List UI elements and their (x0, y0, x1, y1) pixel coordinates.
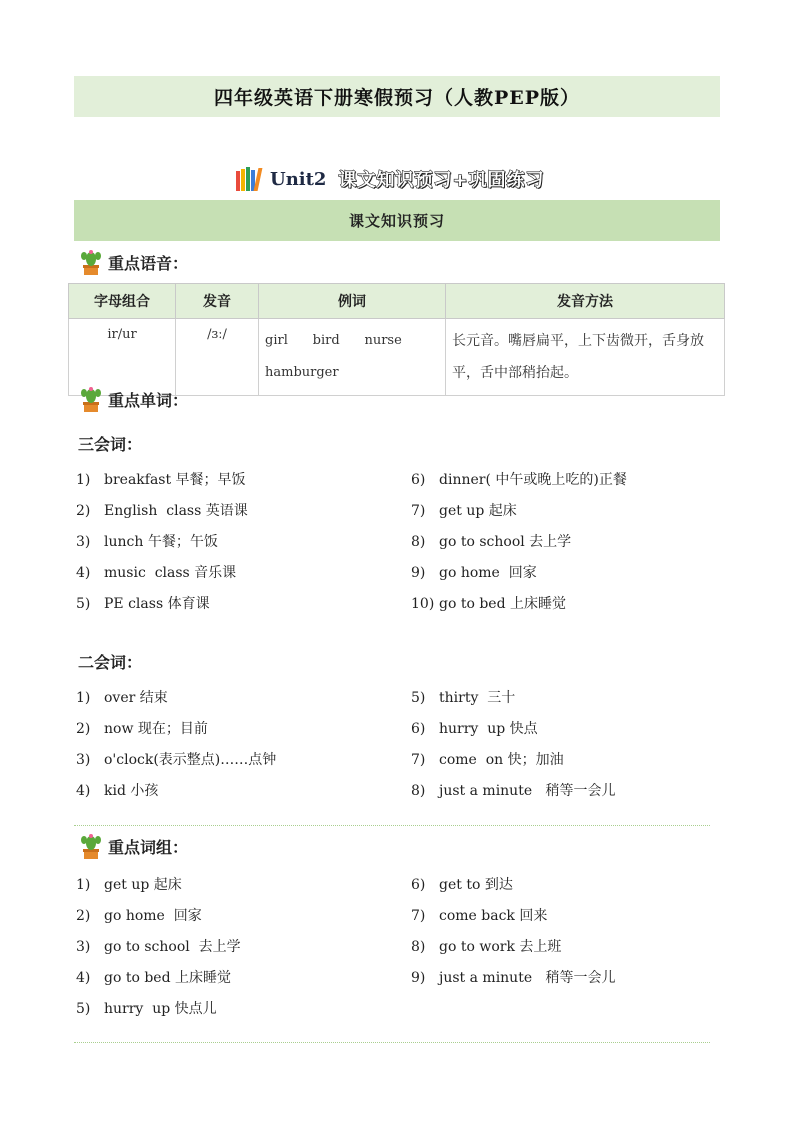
list-item (411, 687, 515, 707)
cactus-icon (78, 385, 104, 413)
item-number: 5) (76, 596, 91, 612)
list-item (76, 967, 231, 987)
item-text: now 现在；目前 (104, 721, 208, 737)
words-heading-text: 重点单词： (108, 390, 189, 410)
item-number: 4) (76, 970, 91, 986)
list-item (76, 874, 182, 894)
item-text: just a minute 稍等一会儿 (439, 783, 616, 799)
item-text: get up 起床 (104, 877, 182, 893)
section-bar (74, 200, 720, 241)
col-sound: 发音 (176, 284, 259, 319)
cactus-icon (78, 832, 104, 860)
item-number: 4) (76, 565, 91, 581)
list-item (76, 718, 208, 738)
item-text: over 结束 (104, 690, 168, 706)
item-text: kid 小孩 (104, 783, 159, 799)
list-item (76, 780, 158, 800)
list-item (76, 905, 202, 925)
cell-sound: /ɜː/ (176, 319, 259, 396)
cell-examples (259, 319, 446, 396)
section-title: 课文知识预习 (348, 212, 445, 230)
item-text: hurry up 快点儿 (104, 1001, 217, 1017)
item-text: music class 音乐课 (104, 565, 237, 581)
list-item (411, 936, 561, 956)
examples-line-1: girl bird nurse (265, 333, 402, 348)
words-heading (78, 385, 188, 413)
item-text: breakfast 早餐；早饭 (104, 472, 246, 488)
item-text: go home 回家 (104, 908, 202, 924)
item-text: PE class 体育课 (104, 596, 210, 612)
list-item (76, 687, 168, 707)
item-text: come back 回来 (439, 908, 548, 924)
item-number: 8) (411, 783, 426, 799)
item-number: 6) (411, 877, 426, 893)
list-item (76, 531, 218, 551)
item-text: thirty 三十 (439, 690, 516, 706)
item-number: 9) (411, 565, 426, 581)
item-number: 3) (76, 534, 91, 550)
divider (74, 1042, 710, 1043)
item-number: 10) (411, 596, 435, 612)
item-text: get up 起床 (439, 503, 517, 519)
phrases-heading-text: 重点词组： (108, 837, 189, 857)
divider (74, 825, 710, 826)
item-text: just a minute 稍等一会儿 (439, 970, 616, 986)
item-number: 3) (76, 939, 91, 955)
col-letters: 字母组合 (69, 284, 176, 319)
item-number: 6) (411, 472, 426, 488)
list-item (411, 874, 513, 894)
unit-title (236, 165, 545, 193)
cell-method: 长元音。嘴唇扁平，上下齿微开，舌身放平，舌中部稍抬起。 (446, 319, 725, 396)
item-number: 1) (76, 877, 91, 893)
phrases-heading (78, 832, 188, 860)
two-heading: 二会词： (78, 653, 143, 672)
list-item (411, 500, 517, 520)
list-item (411, 531, 571, 551)
item-number: 9) (411, 970, 426, 986)
item-number: 6) (411, 721, 426, 737)
books-icon (236, 167, 260, 191)
item-number: 2) (76, 721, 91, 737)
item-number: 2) (76, 908, 91, 924)
list-item (411, 967, 615, 987)
banner-title: 四年级英语下册寒假预习（人教PEP版） (213, 87, 581, 109)
item-text: go to school 去上学 (104, 939, 241, 955)
list-item (411, 593, 566, 613)
list-item (411, 905, 547, 925)
item-text: go home 回家 (439, 565, 537, 581)
item-text: English class 英语课 (104, 503, 248, 519)
item-number: 1) (76, 472, 91, 488)
item-text: lunch 午餐；午饭 (104, 534, 218, 550)
list-item (76, 998, 217, 1018)
col-examples: 例词 (259, 284, 446, 319)
phonics-heading (78, 248, 188, 276)
item-text: o'clock(表示整点)……点钟 (104, 752, 277, 768)
phonics-header-row (69, 284, 725, 319)
unit-code: Unit2 (270, 168, 327, 190)
three-heading: 三会词： (78, 435, 143, 454)
unit-subtitle: 课文知识预习+巩固练习 (338, 170, 545, 191)
item-text: dinner( 中午或晚上吃的)正餐 (439, 472, 627, 488)
item-number: 1) (76, 690, 91, 706)
list-item (76, 469, 246, 489)
item-text: go to work 去上班 (439, 939, 562, 955)
list-item (76, 749, 276, 769)
item-number: 5) (76, 1001, 91, 1017)
item-number: 4) (76, 783, 91, 799)
list-item (76, 500, 248, 520)
page-banner (74, 76, 720, 117)
examples-line-2: hamburger (265, 365, 339, 380)
phonics-heading-text: 重点语音： (108, 253, 189, 273)
cactus-icon (78, 248, 104, 276)
item-number: 7) (411, 908, 426, 924)
phonics-row (69, 319, 725, 396)
item-text: go to bed 上床睡觉 (439, 596, 567, 612)
list-item (411, 562, 537, 582)
item-number: 8) (411, 939, 426, 955)
item-number: 5) (411, 690, 426, 706)
list-item (76, 936, 241, 956)
list-item (411, 469, 627, 489)
item-text: come on 快；加油 (439, 752, 564, 768)
list-item (76, 593, 210, 613)
item-text: go to bed 上床睡觉 (104, 970, 232, 986)
list-item (411, 780, 615, 800)
phonics-table (68, 283, 725, 396)
item-number: 2) (76, 503, 91, 519)
item-text: hurry up 快点 (439, 721, 538, 737)
list-item (411, 718, 538, 738)
item-text: go to school 去上学 (439, 534, 572, 550)
item-number: 7) (411, 503, 426, 519)
item-number: 3) (76, 752, 91, 768)
list-item (411, 749, 564, 769)
item-number: 8) (411, 534, 426, 550)
list-item (76, 562, 236, 582)
item-text: get to 到达 (439, 877, 513, 893)
item-number: 7) (411, 752, 426, 768)
col-method: 发音方法 (446, 284, 725, 319)
cell-letters: ir/ur (69, 319, 176, 396)
